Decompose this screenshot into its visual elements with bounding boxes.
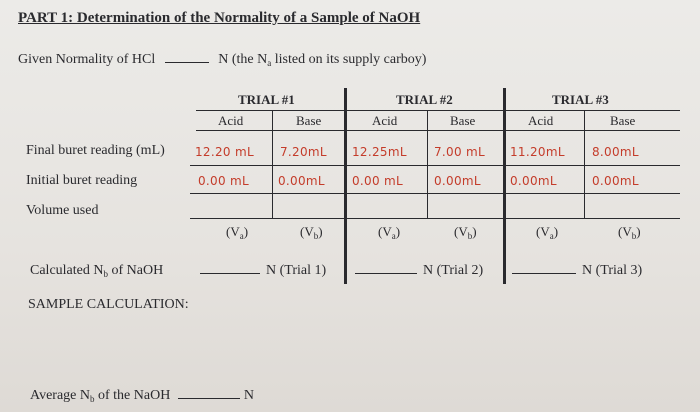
trial-2-header: TRIAL #2 <box>396 92 453 107</box>
table-rule-header <box>196 130 680 131</box>
page-title: PART 1: Determination of the Normality of a Sample of NaOH <box>18 10 421 26</box>
calculated-nb-label <box>30 263 163 279</box>
initial-trial1-acid[interactable]: 0.00 mL <box>198 174 250 188</box>
volume-sub: a <box>391 231 396 241</box>
trial-1-base-header: Base <box>296 113 322 128</box>
volume-label: V <box>458 224 468 239</box>
calc-trial-1-label: N (Trial 1) <box>266 263 327 278</box>
final-trial3-base[interactable]: 8.00mL <box>592 145 639 159</box>
average-suffix: of the NaOH <box>94 388 171 403</box>
trial-3-base-header: Base <box>610 113 636 128</box>
volume-trial2-base: $(V_b)$ <box>454 224 477 241</box>
initial-trial3-base[interactable]: 0.00mL <box>592 174 639 188</box>
calc-label: Calculated N <box>30 263 104 278</box>
row-label-initial: Initial buret reading <box>26 173 138 188</box>
volume-label: V <box>622 224 632 239</box>
trial-3-header: TRIAL #3 <box>552 92 609 107</box>
table-rule-volume <box>190 218 680 219</box>
calc-trial-1-blank[interactable] <box>200 273 260 274</box>
average-nb-line <box>30 388 254 404</box>
sample-calculation-heading: SAMPLE CALCULATION: <box>28 297 189 312</box>
volume-trial2-acid: $(V_a)$ <box>378 224 401 241</box>
given-normality-line <box>18 52 426 68</box>
given-normality-blank[interactable] <box>165 62 209 63</box>
calc-trial-3-label: N (Trial 3) <box>582 263 643 278</box>
trial-3-acid-header: Acid <box>528 113 554 128</box>
volume-trial3-base: $(V_b)$ <box>618 224 641 241</box>
volume-sub: a <box>239 231 244 241</box>
calc-label-suffix: of NaOH <box>107 263 164 278</box>
table-rule-top <box>196 110 680 111</box>
calc-trial-2 <box>355 263 483 279</box>
given-suffix-rest: listed on its supply carboy) <box>271 52 427 67</box>
average-unit: N <box>243 388 254 403</box>
initial-trial1-base[interactable]: 0.00mL <box>278 174 325 188</box>
final-trial2-base[interactable]: 7.00 mL <box>434 145 486 159</box>
initial-trial3-acid[interactable]: 0.00mL <box>510 174 557 188</box>
table-divider-2-3 <box>503 88 506 284</box>
volume-sub: b <box>313 231 319 241</box>
volume-label: V <box>382 224 392 239</box>
average-blank[interactable] <box>178 398 240 399</box>
final-trial1-acid[interactable]: 12.20 mL <box>195 145 254 159</box>
final-trial2-acid[interactable]: 12.25mL <box>352 145 407 159</box>
volume-label: V <box>230 224 240 239</box>
given-sub: a <box>267 58 272 68</box>
calc-trial-2-blank[interactable] <box>355 273 417 274</box>
average-sub: b <box>90 394 95 404</box>
given-suffix: N (the N <box>218 52 268 67</box>
initial-trial2-base[interactable]: 0.00mL <box>434 174 481 188</box>
table-divider-1-2 <box>344 88 347 284</box>
volume-sub: a <box>549 231 554 241</box>
calc-trial-2-label: N (Trial 2) <box>423 263 484 278</box>
trial-2-acid-header: Acid <box>372 113 398 128</box>
volume-sub: b <box>631 231 637 241</box>
initial-trial2-acid[interactable]: 0.00 mL <box>352 174 404 188</box>
table-rule-final <box>190 165 680 166</box>
volume-sub: b <box>467 231 473 241</box>
calc-trial-3-blank[interactable] <box>512 273 576 274</box>
calc-trial-1 <box>200 263 326 279</box>
volume-label: V <box>304 224 314 239</box>
trial-1-acid-header: Acid <box>218 113 244 128</box>
row-label-volume: Volume used <box>26 203 99 218</box>
trial-1-inner-divider <box>272 110 273 218</box>
trial-1-header: TRIAL #1 <box>238 92 295 107</box>
final-trial3-acid[interactable]: 11.20mL <box>510 145 565 159</box>
final-trial1-base[interactable]: 7.20mL <box>280 145 327 159</box>
trial-2-base-header: Base <box>450 113 476 128</box>
table-rule-initial <box>190 193 680 194</box>
trial-2-inner-divider <box>427 110 428 218</box>
volume-label: V <box>540 224 550 239</box>
volume-trial1-acid: $(V_a)$ <box>226 224 249 241</box>
volume-trial3-acid: $(V_a)$ <box>536 224 559 241</box>
trial-3-inner-divider <box>584 110 585 218</box>
calc-trial-3 <box>512 263 642 279</box>
calc-label-sub: b <box>103 269 108 279</box>
average-label: Average N <box>30 388 90 403</box>
row-label-final: Final buret reading (mL) <box>26 143 165 158</box>
given-label: Given Normality of HCl <box>18 52 156 67</box>
volume-trial1-base: $(V_b)$ <box>300 224 323 241</box>
